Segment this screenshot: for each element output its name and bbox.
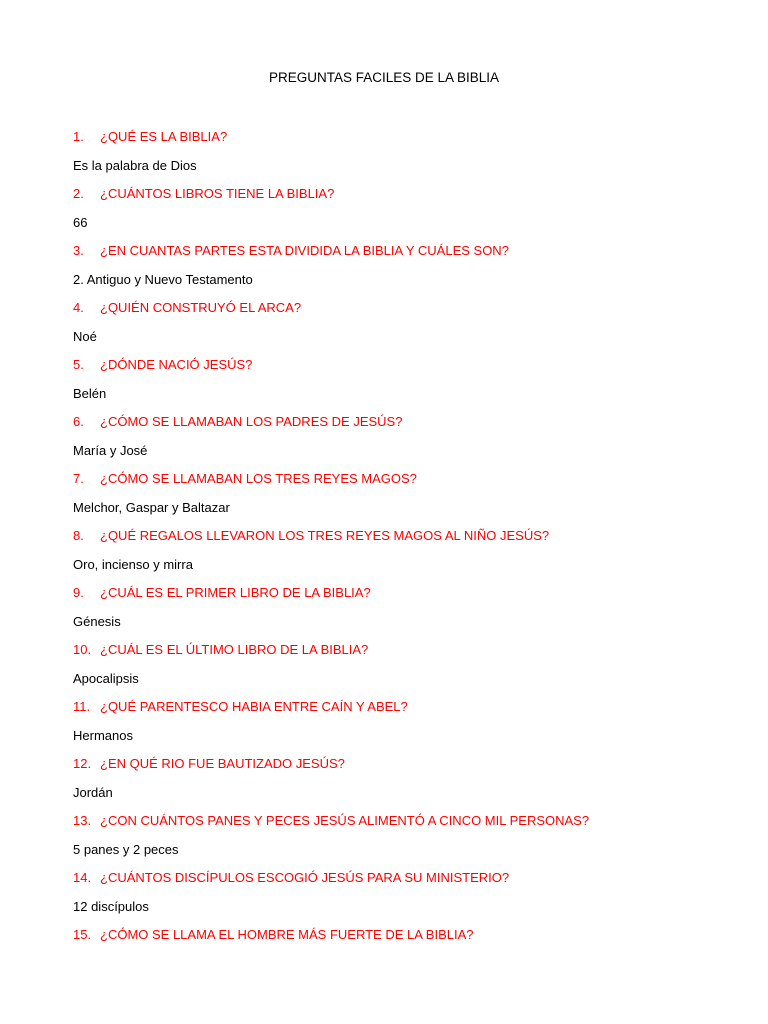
qa-item <box>73 356 733 413</box>
answer-text: Noé <box>73 328 97 344</box>
question-list <box>73 128 733 955</box>
question <box>73 926 733 955</box>
question-number: 11. <box>73 699 91 714</box>
answer-text: 2. Antiguo y Nuevo Testamento <box>73 271 253 287</box>
question <box>73 755 733 784</box>
question <box>73 185 733 214</box>
question <box>73 356 733 385</box>
question-number: 10. <box>73 642 92 657</box>
qa-item <box>73 698 733 755</box>
answer-text: Melchor, Gaspar y Baltazar <box>73 499 230 515</box>
question <box>73 641 733 670</box>
question-number: 6. <box>73 414 84 429</box>
answer-text: Jordán <box>73 784 113 800</box>
qa-item <box>73 242 733 299</box>
answer-text: Es la palabra de Dios <box>73 157 197 173</box>
qa-item <box>73 299 733 356</box>
question-number: 5. <box>73 357 84 372</box>
question <box>73 128 733 157</box>
question-text: ¿EN QUÉ RIO FUE BAUTIZADO JESÚS? <box>100 756 345 771</box>
question <box>73 470 733 499</box>
question-number: 14. <box>73 870 92 885</box>
question <box>73 812 733 841</box>
qa-item <box>73 470 733 527</box>
qa-item <box>73 584 733 641</box>
question <box>73 299 733 328</box>
qa-item <box>73 128 733 185</box>
document-title: PREGUNTAS FACILES DE LA BIBLIA <box>268 70 500 85</box>
answer-text: Belén <box>73 385 107 401</box>
question <box>73 584 733 613</box>
question-number: 2. <box>73 186 84 201</box>
question <box>73 413 733 442</box>
qa-item <box>73 413 733 470</box>
question-text: ¿CÓMO SE LLAMABAN LOS TRES REYES MAGOS? <box>100 471 417 486</box>
question-text: ¿QUIÉN CONSTRUYÓ EL ARCA? <box>100 300 302 315</box>
question-number: 4. <box>73 300 84 315</box>
qa-item <box>73 869 733 926</box>
question-text: ¿QUÉ ES LA BIBLIA? <box>100 129 228 144</box>
question-text: ¿CUÁL ES EL PRIMER LIBRO DE LA BIBLIA? <box>100 585 371 600</box>
answer-text: 66 <box>73 214 88 230</box>
question-text: ¿CÓMO SE LLAMA EL HOMBRE MÁS FUERTE DE LA BIBLIA? <box>100 927 474 942</box>
question <box>73 242 733 271</box>
question <box>73 527 733 556</box>
question <box>73 869 733 898</box>
question-text: ¿DÓNDE NACIÓ JESÚS? <box>100 357 253 372</box>
question-text: ¿EN CUANTAS PARTES ESTA DIVIDIDA LA BIBLIA Y CUÁLES SON? <box>100 243 509 258</box>
qa-item <box>73 812 733 869</box>
question-text: ¿CON CUÁNTOS PANES Y PECES JESÚS ALIMENTÓ A CINCO MIL PERSONAS? <box>100 813 590 828</box>
qa-item <box>73 641 733 698</box>
question-number: 3. <box>73 243 84 258</box>
question-text: ¿CUÁL ES EL ÚLTIMO LIBRO DE LA BIBLIA? <box>100 642 369 657</box>
question-number: 1. <box>73 129 84 144</box>
answer-text: Apocalipsis <box>73 670 139 686</box>
qa-item <box>73 926 733 955</box>
answer-text: Oro, incienso y mirra <box>73 556 193 572</box>
question-number: 15. <box>73 927 92 942</box>
answer-text: María y José <box>73 442 148 458</box>
question-text: ¿CÓMO SE LLAMABAN LOS PADRES DE JESÚS? <box>100 414 403 429</box>
question-number: 13. <box>73 813 92 828</box>
answer-text: 5 panes y 2 peces <box>73 841 179 857</box>
question-text: ¿QUÉ PARENTESCO HABIA ENTRE CAÍN Y ABEL? <box>100 699 408 714</box>
qa-item <box>73 185 733 242</box>
answer-text: Génesis <box>73 613 121 629</box>
qa-item <box>73 527 733 584</box>
question <box>73 698 733 727</box>
question-number: 8. <box>73 528 84 543</box>
qa-item <box>73 755 733 812</box>
answer-text: 12 discípulos <box>73 898 149 914</box>
question-text: ¿QUÉ REGALOS LLEVARON LOS TRES REYES MAGOS AL NIÑO JESÚS? <box>100 528 550 543</box>
question-number: 7. <box>73 471 84 486</box>
question-text: ¿CUÁNTOS LIBROS TIENE LA BIBLIA? <box>100 186 335 201</box>
answer-text: Hermanos <box>73 727 133 743</box>
question-number: 12. <box>73 756 92 771</box>
question-number: 9. <box>73 585 84 600</box>
question-text: ¿CUÁNTOS DISCÍPULOS ESCOGIÓ JESÚS PARA SU MINISTERIO? <box>100 870 510 885</box>
